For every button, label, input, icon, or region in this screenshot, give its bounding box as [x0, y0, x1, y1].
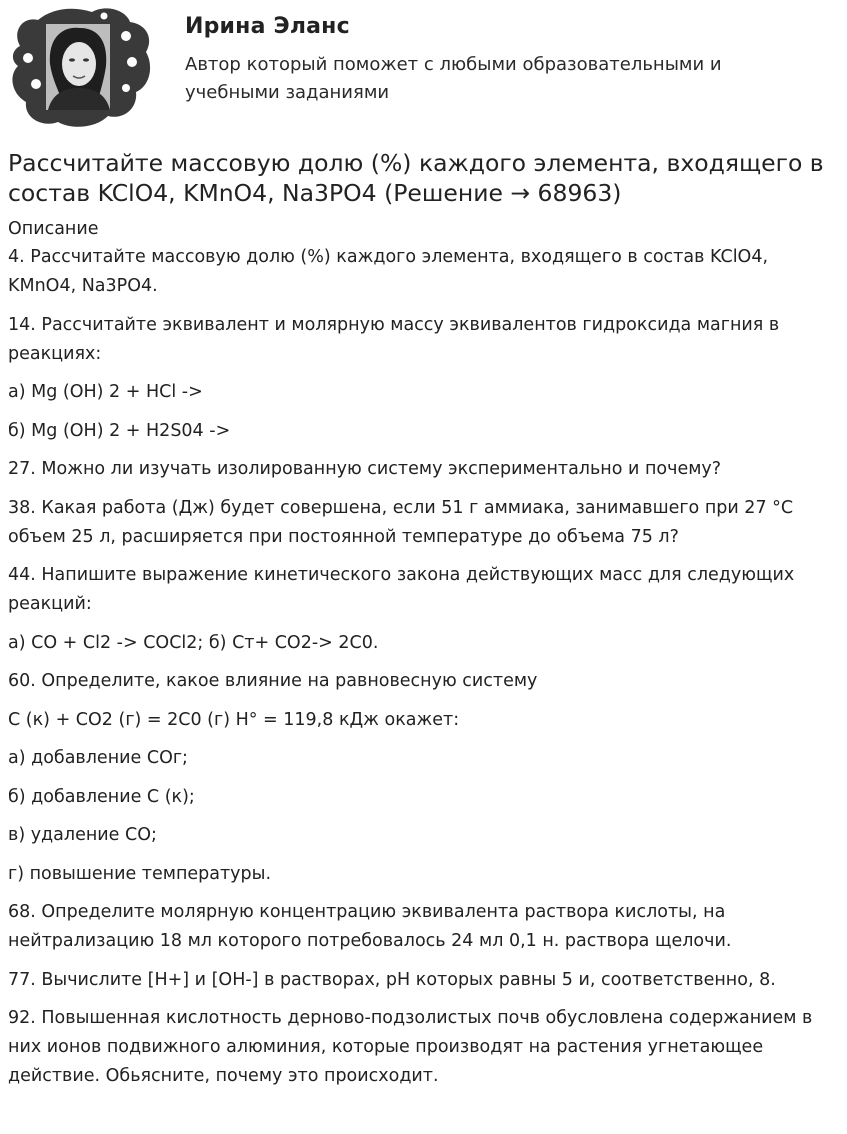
task-paragraph: г) повышение температуры.	[8, 863, 272, 884]
task-paragraph: а) добавление СОг;	[8, 748, 188, 768]
author-name[interactable]: Ирина Эланс	[185, 14, 350, 39]
avatar-face	[62, 42, 96, 86]
task-paragraph: 77. Вычислите [H+] и [OH-] в растворах, pH которых равны 5 и, соответственно, 8.	[8, 969, 776, 990]
task-paragraph: 38. Какая работа (Дж) будет совершена, если 51 г аммиака, занимавшего при 27 °С объем 25 л, расширяется при постоянной температуре до объема 75 л?	[8, 497, 794, 547]
paragraph-list	[8, 243, 840, 1091]
description-label: Описание	[8, 219, 99, 239]
task-paragraph: 4. Рассчитайте массовую долю (%) каждого элемента, входящего в состав KClO4, KMnO4, Na3PO4.	[8, 247, 769, 296]
task-paragraph: С (к) + СО2 (г) = 2С0 (г) Н° = 119,8 кДж окажет:	[8, 709, 460, 730]
task-paragraph: 44. Напишите выражение кинетического закона действующих масс для следующих реакций:	[8, 565, 795, 614]
task-paragraph: в) удаление СО;	[8, 825, 157, 845]
description-section	[8, 216, 840, 1101]
page-title: Рассчитайте массовую долю (%) каждого элемента, входящего в состав KClO4, KMnO4, Na3PO4 (Решение → 68963)	[8, 149, 824, 207]
author-avatar	[8, 6, 153, 128]
task-paragraph: а) Mg (OH) 2 + HCl ->	[8, 382, 203, 402]
task-paragraph: б) Mg (OH) 2 + H2S04 ->	[8, 420, 231, 441]
task-paragraph: 68. Определите молярную концентрацию эквивалента раствора кислоты, на нейтрализацию 18 мл которого потребовалось 24 мл 0,1 н. раствора щелочи.	[8, 902, 732, 951]
task-paragraph: а) СО + Cl2 -> COCl2; б) Ст+ СО2-> 2С0.	[8, 632, 379, 653]
author-card	[8, 6, 838, 130]
task-paragraph: б) добавление С (к);	[8, 786, 195, 807]
task-paragraph: 27. Можно ли изучать изолированную систему экспериментально и почему?	[8, 459, 722, 479]
task-paragraph: 92. Повышенная кислотность дерново-подзолистых почв обусловлена содержанием в них ионов подвижного алюминия, которые производят на растения угнетающее действие. Обьясните, почему это происходит.	[8, 1008, 813, 1086]
task-paragraph: 14. Рассчитайте эквивалент и молярную массу эквивалентов гидроксида магния в реакциях:	[8, 314, 780, 364]
task-paragraph: 60. Определите, какое влияние на равновесную систему	[8, 671, 538, 691]
author-description: Автор который поможет с любыми образовательными и учебными заданиями	[185, 54, 722, 103]
